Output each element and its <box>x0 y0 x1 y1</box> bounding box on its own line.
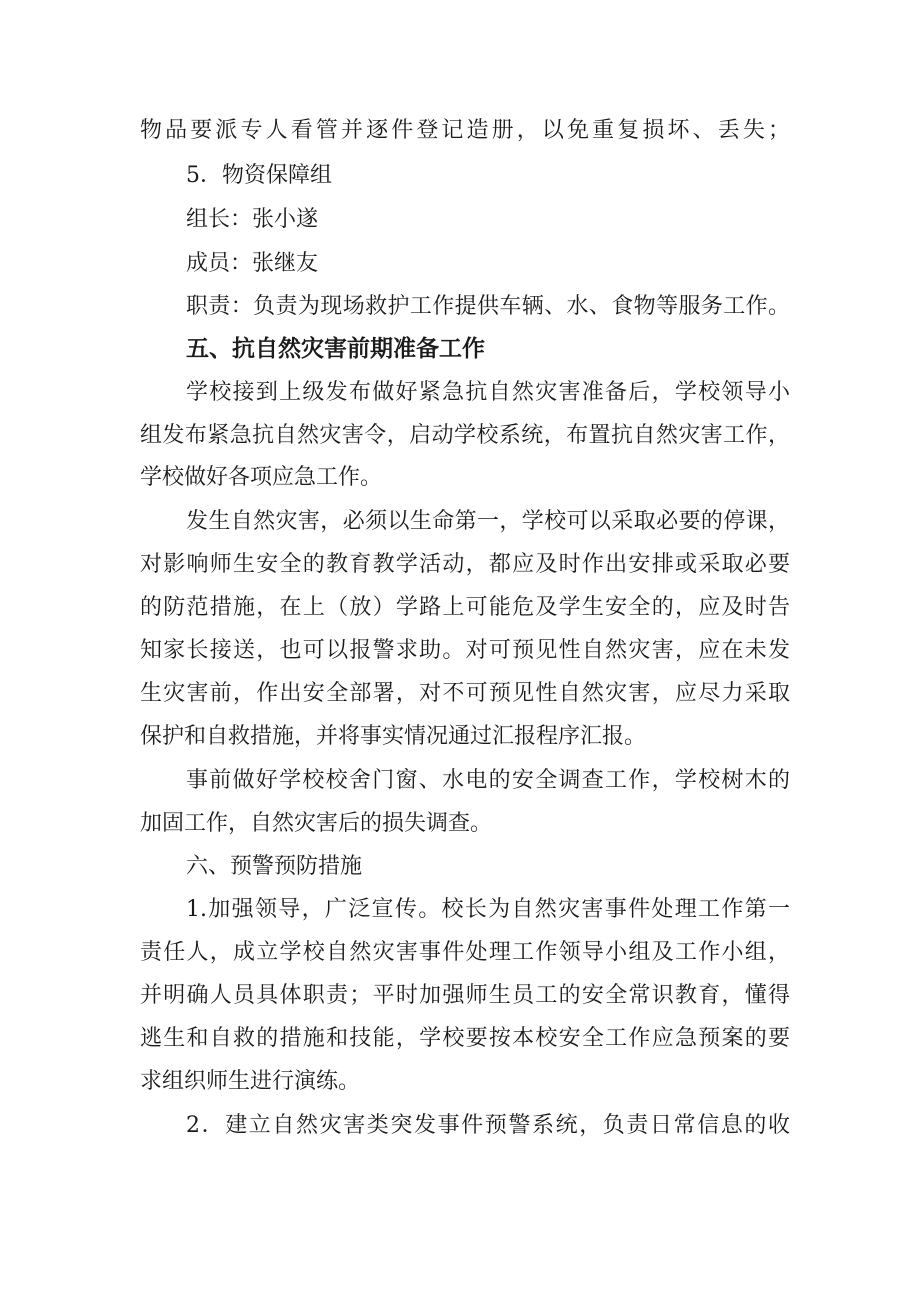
body-line: 对影响师生安全的教育教学活动，都应及时作出安排或采取必要 <box>140 552 790 577</box>
body-line: 的防范措施，在上（放）学路上可能危及学生安全的，应及时告 <box>140 595 790 620</box>
body-line: 物品要派专人看管并逐件登记造册，以免重复损坏、丢失； <box>140 118 790 143</box>
body-line: 加固工作，自然灾害后的损失调查。 <box>140 811 493 836</box>
body-line: 组长：张小遂 <box>186 207 319 232</box>
section-item-title: 5．物资保障组 <box>186 163 332 188</box>
body-line: 2．建立自然灾害类突发事件预警系统，负责日常信息的收 <box>186 1113 790 1138</box>
body-line: 学校接到上级发布做好紧急抗自然灾害准备后，学校领导小 <box>186 380 790 405</box>
body-line: 求组织师生进行演练。 <box>140 1069 361 1094</box>
body-line: 保护和自救措施，并将事实情况通过汇报程序汇报。 <box>140 724 647 749</box>
body-line: 事前做好学校校舍门窗、水电的安全调查工作，学校树木的 <box>186 768 790 793</box>
body-line: 知家长接送，也可以报警求助。对可预见性自然灾害，应在未发 <box>140 638 790 663</box>
body-line: 成员：张继友 <box>186 251 319 276</box>
body-line: 1.加强领导，广泛宣传。校长为自然灾害事件处理工作第一 <box>186 897 790 922</box>
body-line: 生灾害前，作出安全部署，对不可预见性自然灾害，应尽力采取 <box>140 681 790 706</box>
section-heading: 六、预警预防措施 <box>186 854 363 879</box>
body-line: 发生自然灾害，必须以生命第一，学校可以采取必要的停课， <box>186 509 790 534</box>
body-line: 逃生和自救的措施和技能，学校要按本校安全工作应急预案的要 <box>140 1026 790 1051</box>
body-line: 职责：负责为现场救护工作提供车辆、水、食物等服务工作。 <box>186 294 790 319</box>
body-line: 并明确人员具体职责；平时加强师生员工的安全常识教育，懂得 <box>140 983 790 1008</box>
body-line: 责任人，成立学校自然灾害事件处理工作领导小组及工作小组， <box>140 940 790 965</box>
body-line: 组发布紧急抗自然灾害令，启动学校系统，布置抗自然灾害工作， <box>140 423 790 448</box>
body-line: 学校做好各项应急工作。 <box>140 465 383 490</box>
section-heading: 五、抗自然灾害前期准备工作 <box>186 336 485 362</box>
